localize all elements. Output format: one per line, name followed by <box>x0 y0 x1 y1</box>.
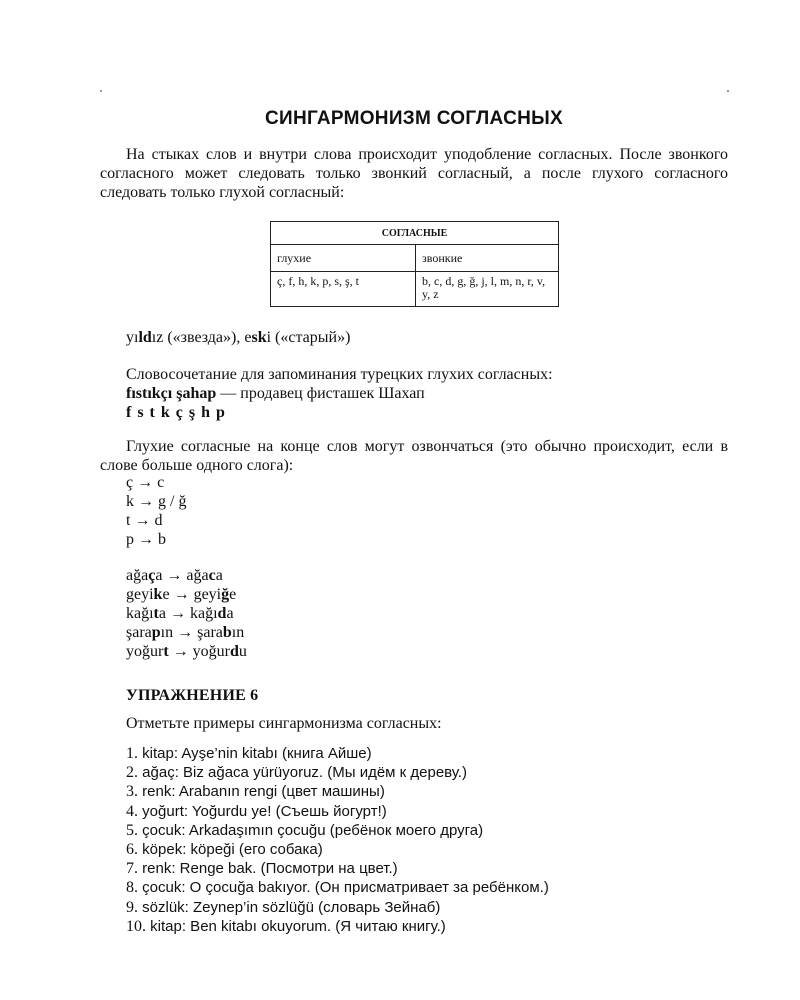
rule-line: k → g / ğ <box>126 493 187 510</box>
example-line: kağıta → kağıda <box>126 605 234 622</box>
list-item: 6. köpek: köpeği (его собака) <box>126 841 323 859</box>
word-fragment: yı <box>126 329 139 346</box>
exercise-title: УПРАЖНЕНИЕ 6 <box>126 687 259 704</box>
example-line: şarapın → şarabın <box>126 624 245 641</box>
word-gloss: («старый») <box>271 329 351 346</box>
voicing-rules <box>126 473 186 549</box>
example-line: ağaça → ağaca <box>126 567 223 584</box>
list-item: 2. ağaç: Biz ağaca yürüyoruz. (Мы идём к дереву.) <box>126 764 467 782</box>
example-line: yoğurt → yoğurdu <box>126 643 247 660</box>
word-gloss: («звезда»), <box>163 329 245 346</box>
example-words-line <box>126 328 350 347</box>
intro-paragraph: На стыках слов и внутри слова происходит уподобление согласных. После звонкого согласного может следовать только звонкий согласный, а после глухого согласного следовать только глухой согласный: <box>100 146 728 201</box>
table-header: СОГЛАСНЫЕ <box>271 222 559 245</box>
voicing-examples <box>126 566 247 661</box>
mnemonic-block <box>126 365 553 422</box>
word-fragment: ız <box>151 329 164 346</box>
word-fragment: i <box>266 329 272 346</box>
page-title: СИНГАРМОНИЗМ СОГЛАСНЫХ <box>264 108 564 129</box>
example-line: geyike → geyiğe <box>126 586 237 603</box>
voiceless-consonants: ç, f, h, k, p, s, ş, t <box>271 272 416 307</box>
mnemonic-intro: Словосочетание для запоминания турецких глухих согласных: <box>126 366 553 383</box>
column-voiced-label: звонкие <box>416 245 559 272</box>
list-item: 10. kitap: Ben kitabı okuyorum. (Я читаю книгу.) <box>126 917 446 935</box>
mnemonic-letters: f s t k ç ş h p <box>126 404 226 421</box>
list-item: 5. çocuk: Arkadaşımın çocuğu (ребёнок моего друга) <box>126 821 484 839</box>
mnemonic-meaning: — продавец фисташек Шахап <box>216 385 425 402</box>
list-item: 7. renk: Renge bak. (Посмотри на цвет.) <box>126 860 398 878</box>
list-item: 3. renk: Arabanın rengi (цвет машины) <box>126 783 385 801</box>
margin-mark-right <box>727 90 729 92</box>
consonants-table <box>270 221 559 307</box>
highlighted-consonants: ld <box>138 329 152 346</box>
mnemonic-phrase: fıstıkçı şahap <box>126 385 217 402</box>
column-voiceless-label: глухие <box>271 245 416 272</box>
document-page <box>100 0 728 1000</box>
rule-line: p → b <box>126 531 166 548</box>
voiced-consonants: b, c, d, g, ğ, j, l, m, n, r, v, y, z <box>416 272 559 307</box>
list-item: 1. kitap: Ayşe’nin kitabı (книга Айше) <box>126 745 372 762</box>
list-item: 9. sözlük: Zeynep’in sözlüğü (словарь Зейнаб) <box>126 898 441 916</box>
exercise-instruction: Отметьте примеры сингармонизма согласных: <box>126 715 442 732</box>
rule-line: t → d <box>126 512 163 529</box>
rule-line: ç → c <box>126 474 165 491</box>
highlighted-consonants: sk <box>251 329 267 346</box>
voicing-paragraph: Глухие согласные на конце слов могут озвончаться (это обычно происходит, если в слове больше одного слога): <box>100 438 728 474</box>
margin-mark-left <box>100 90 102 92</box>
list-item: 8. çocuk: O çocuğa bakıyor. (Он присматривает за ребёнком.) <box>126 879 549 897</box>
word-fragment: e <box>244 329 252 346</box>
list-item: 4. yoğurt: Yoğurdu ye! (Съешь йогурт!) <box>126 802 387 820</box>
exercise-list <box>126 744 549 936</box>
